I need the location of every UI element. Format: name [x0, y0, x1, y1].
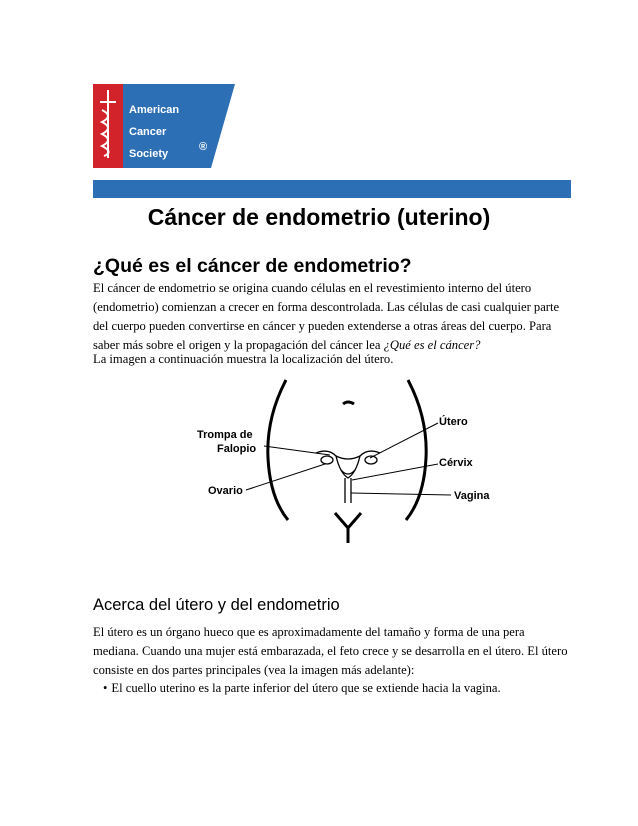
logo-line-3: Society [129, 148, 169, 160]
leader-ovario [246, 464, 325, 490]
intro-paragraph [93, 279, 573, 355]
uterus-location-illustration [188, 378, 498, 556]
label-trompa-2: Falopio [217, 443, 257, 455]
label-cervix: Cérvix [439, 457, 473, 469]
list-item [103, 679, 501, 698]
american-cancer-society-logo [93, 84, 235, 168]
label-ovario: Ovario [208, 485, 243, 497]
leader-trompa [264, 446, 330, 455]
body-right-outline [406, 380, 426, 520]
section-heading-about-uterus: Acerca del útero y del endometrio [93, 596, 340, 614]
leader-vagina [351, 493, 451, 495]
section-heading-what-is: ¿Qué es el cáncer de endometrio? [93, 255, 412, 277]
navel [343, 402, 354, 404]
what-is-cancer-link[interactable]: ¿Qué es el cáncer? [383, 338, 481, 352]
crotch [335, 513, 361, 543]
bullet-icon: • [103, 681, 108, 695]
page-title: Cáncer de endometrio (uterino) [147, 204, 491, 230]
leader-utero [370, 423, 438, 458]
image-caption-paragraph: La imagen a continuación muestra la localización del útero. [93, 352, 394, 366]
header-bar [93, 180, 571, 198]
list-item-text: El cuello uterino es la parte inferior del útero que se extiende hacia la vagina. [111, 681, 501, 695]
intro-paragraph-text: El cáncer de endometrio se origina cuando células en el revestimiento interno del útero (endometrio) comienzan a crecer en forma descontrolada. Las células de casi cualquier parte del cuerpo pueden convertirse en cáncer y pueden extenderse a otras áreas del cuerpo. Para saber más sobre el origen y la propagación del cáncer lea [93, 281, 560, 352]
label-trompa-1: Trompa de [197, 429, 253, 441]
logo-line-2: Cancer [129, 126, 167, 138]
logo-registered-mark: ® [199, 141, 208, 153]
label-vagina: Vagina [454, 490, 490, 502]
body-left-outline [268, 380, 288, 520]
logo-line-1: American [129, 104, 180, 116]
about-uterus-paragraph: El útero es un órgano hueco que es aproximadamente del tamaño y forma de una pera mediana. Cuando una mujer está embarazada, el feto crece y se desarrolla en el útero. El útero consiste en dos partes principales (vea la imagen más adelante): [93, 625, 568, 677]
label-utero: Útero [439, 416, 468, 428]
